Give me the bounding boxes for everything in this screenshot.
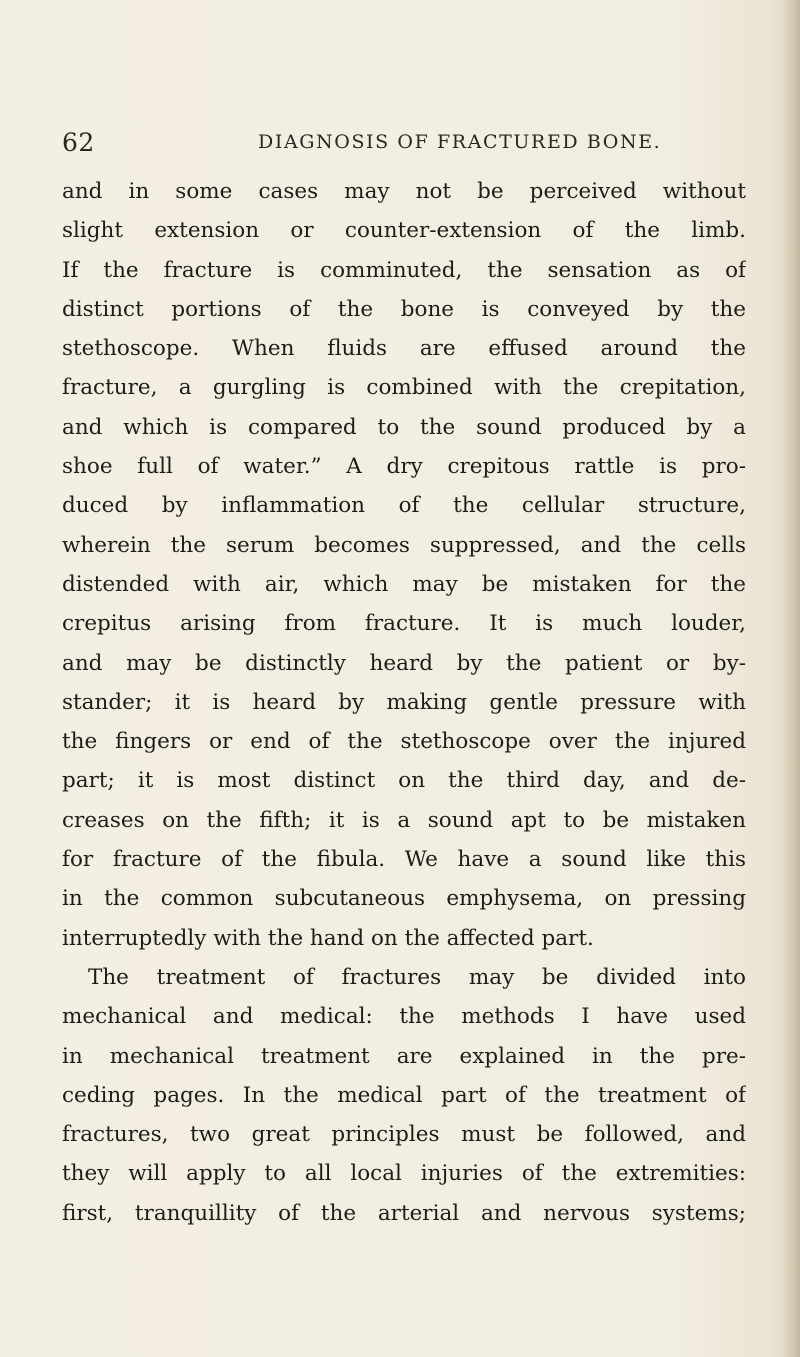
- text-line: If the fracture is comminuted, the sensation as of: [62, 257, 746, 283]
- text-line: first, tranquillity of the arterial and nervous systems;: [62, 1200, 746, 1226]
- text-line: distinct portions of the bone is conveyed by the: [62, 296, 746, 322]
- body-text: [62, 172, 746, 1233]
- text-line: ceding pages. In the medical part of the treatment of: [62, 1082, 746, 1108]
- text-line: interruptedly with the hand on the affected part.: [62, 925, 594, 951]
- page-edge-shadow: [782, 0, 800, 1357]
- text-line: wherein the serum becomes suppressed, and the cells: [62, 532, 746, 558]
- text-line: part; it is most distinct on the third day, and de-: [62, 768, 746, 794]
- text-line: the fingers or end of the stethoscope over the injured: [62, 729, 746, 755]
- text-line: they will apply to all local injuries of the extremities:: [62, 1161, 746, 1187]
- text-line: in the common subcutaneous emphysema, on pressing: [62, 886, 746, 912]
- text-line: in mechanical treatment are explained in the pre-: [62, 1043, 746, 1069]
- page-header: [62, 128, 744, 162]
- text-line: crepitus arising from fracture. It is much louder,: [62, 611, 746, 637]
- text-line: duced by inflammation of the cellular structure,: [62, 493, 746, 519]
- text-line: and which is compared to the sound produced by a: [62, 414, 746, 440]
- text-line: fracture, a gurgling is combined with the crepitation,: [62, 375, 746, 401]
- text-line: stander; it is heard by making gentle pressure with: [62, 689, 746, 715]
- text-line: shoe full of water.” A dry crepitous rattle is pro-: [62, 454, 746, 480]
- text-line: mechanical and medical: the methods I have used: [62, 1004, 746, 1030]
- paragraph-first-line: The treatment of fractures may be divided into: [88, 964, 746, 990]
- text-line: creases on the fifth; it is a sound apt to be mistaken: [62, 807, 746, 833]
- text-line: stethoscope. When fluids are effused around the: [62, 336, 746, 362]
- text-line: slight extension or counter-extension of the limb.: [62, 218, 746, 244]
- text-line: fractures, two great principles must be followed, and: [62, 1122, 746, 1148]
- text-line: for fracture of the fibula. We have a sound like this: [62, 847, 746, 873]
- page-number: 62: [62, 128, 95, 157]
- running-title: DIAGNOSIS OF FRACTURED BONE.: [258, 131, 662, 153]
- text-line: and may be distinctly heard by the patient or by-: [62, 650, 746, 676]
- text-line: and in some cases may not be perceived without: [62, 179, 746, 204]
- text-line: distended with air, which may be mistaken for the: [62, 571, 746, 597]
